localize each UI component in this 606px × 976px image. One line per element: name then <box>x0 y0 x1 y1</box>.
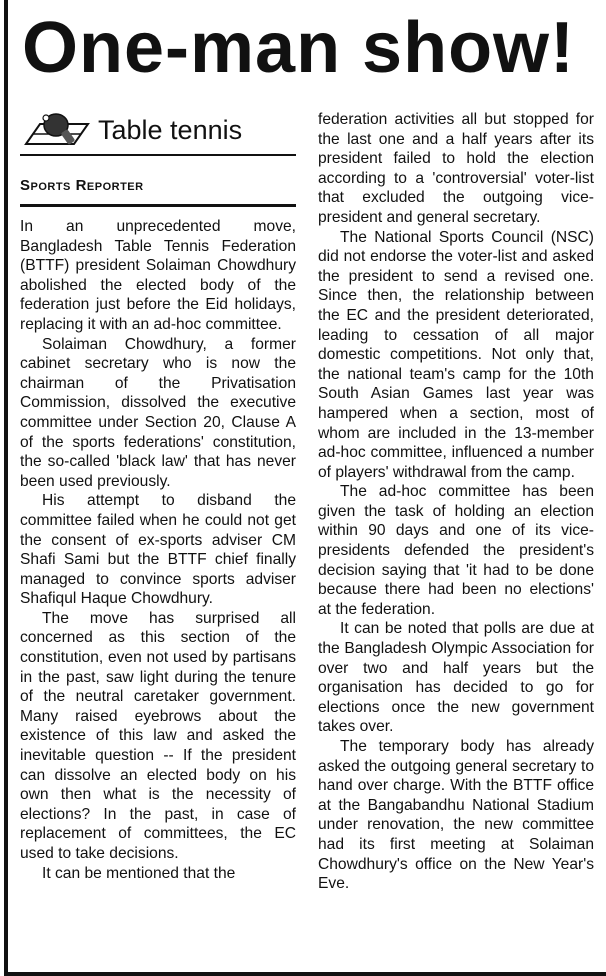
byline-rule <box>20 204 296 207</box>
bottom-border-rule <box>4 972 606 976</box>
right-column <box>318 110 594 894</box>
paragraph: His attempt to disband the committee failed when he could not get the consent of ex-sports adviser CM Shafi Sami but the BTTF chief finally managed to convince sports adviser Shafiqul Haque Chowdhury. <box>20 492 296 608</box>
section-tag-label: Table tennis <box>98 115 243 145</box>
paragraph: federation activities all but stopped for the last one and a half years after its president failed to hold the election according to a 'controversial' voter-list that excluded the outgoing vice-president and general secretary. <box>318 111 594 226</box>
headline: One-man show! <box>22 8 576 88</box>
paragraph: It can be noted that polls are due at the Bangladesh Olympic Association for over two and half years but the organisation has decided to go for elections once the new government takes over. <box>318 620 594 736</box>
paragraph: The National Sports Council (NSC) did not endorse the voter-list and asked the president to send a revised one. Since then, the relationship between the EC and the president deteriorated, leading to cessation of all major domestic competitions. Not only that, the national team's camp for the 10th South Asian Games last year was hampered when a section, most of whom are included in the 13-member ad-hoc committee, influenced a number of players' withdrawal from the camp. <box>318 228 594 481</box>
paragraph: Solaiman Chowdhury, a former cabinet secretary who is now the chairman of the Privatisation Commission, dissolved the executive committee under Section 20, Clause A of the sports federations' constitution, the so-called 'black law' that has never been used previously. <box>20 335 296 490</box>
paragraph: It can be mentioned that the <box>42 864 236 882</box>
paragraph: The move has surprised all concerned as this section of the constitution, even not used by partisans in the past, saw light during the tenure of the neutral caretaker government. Many raised eyebrows about the existence of this law and asked the inevitable question -- If the president can dissolve an elected body on his own then what is the necessity of elections? In the past, in case of replacement of committees, the EC used to take decisions. <box>20 609 296 862</box>
left-border-rule <box>4 0 8 976</box>
byline: Sports Reporter <box>20 177 144 194</box>
left-column <box>20 110 296 883</box>
paragraph: The temporary body has already asked the outgoing general secretary to hand over charge. With the BTTF office at the Bangabandhu National Stadium under renovation, the new committee had its first meeting at Solaiman Chowdhury's office on the New Year's Eve. <box>318 738 594 893</box>
section-tag <box>20 110 296 156</box>
paragraph: In an unprecedented move, Bangladesh Table Tennis Federation (BTTF) president Solaiman Chowdhury abolished the elected body of the federation just before the Eid holidays, replacing it with an ad-hoc committee. <box>20 218 296 333</box>
table-tennis-icon <box>22 110 92 150</box>
paragraph: The ad-hoc committee has been given the task of holding an election within 90 days and one of its vice-presidents defended the president's decision saying that 'it had to be done because there had been no elections' at the federation. <box>318 483 594 618</box>
